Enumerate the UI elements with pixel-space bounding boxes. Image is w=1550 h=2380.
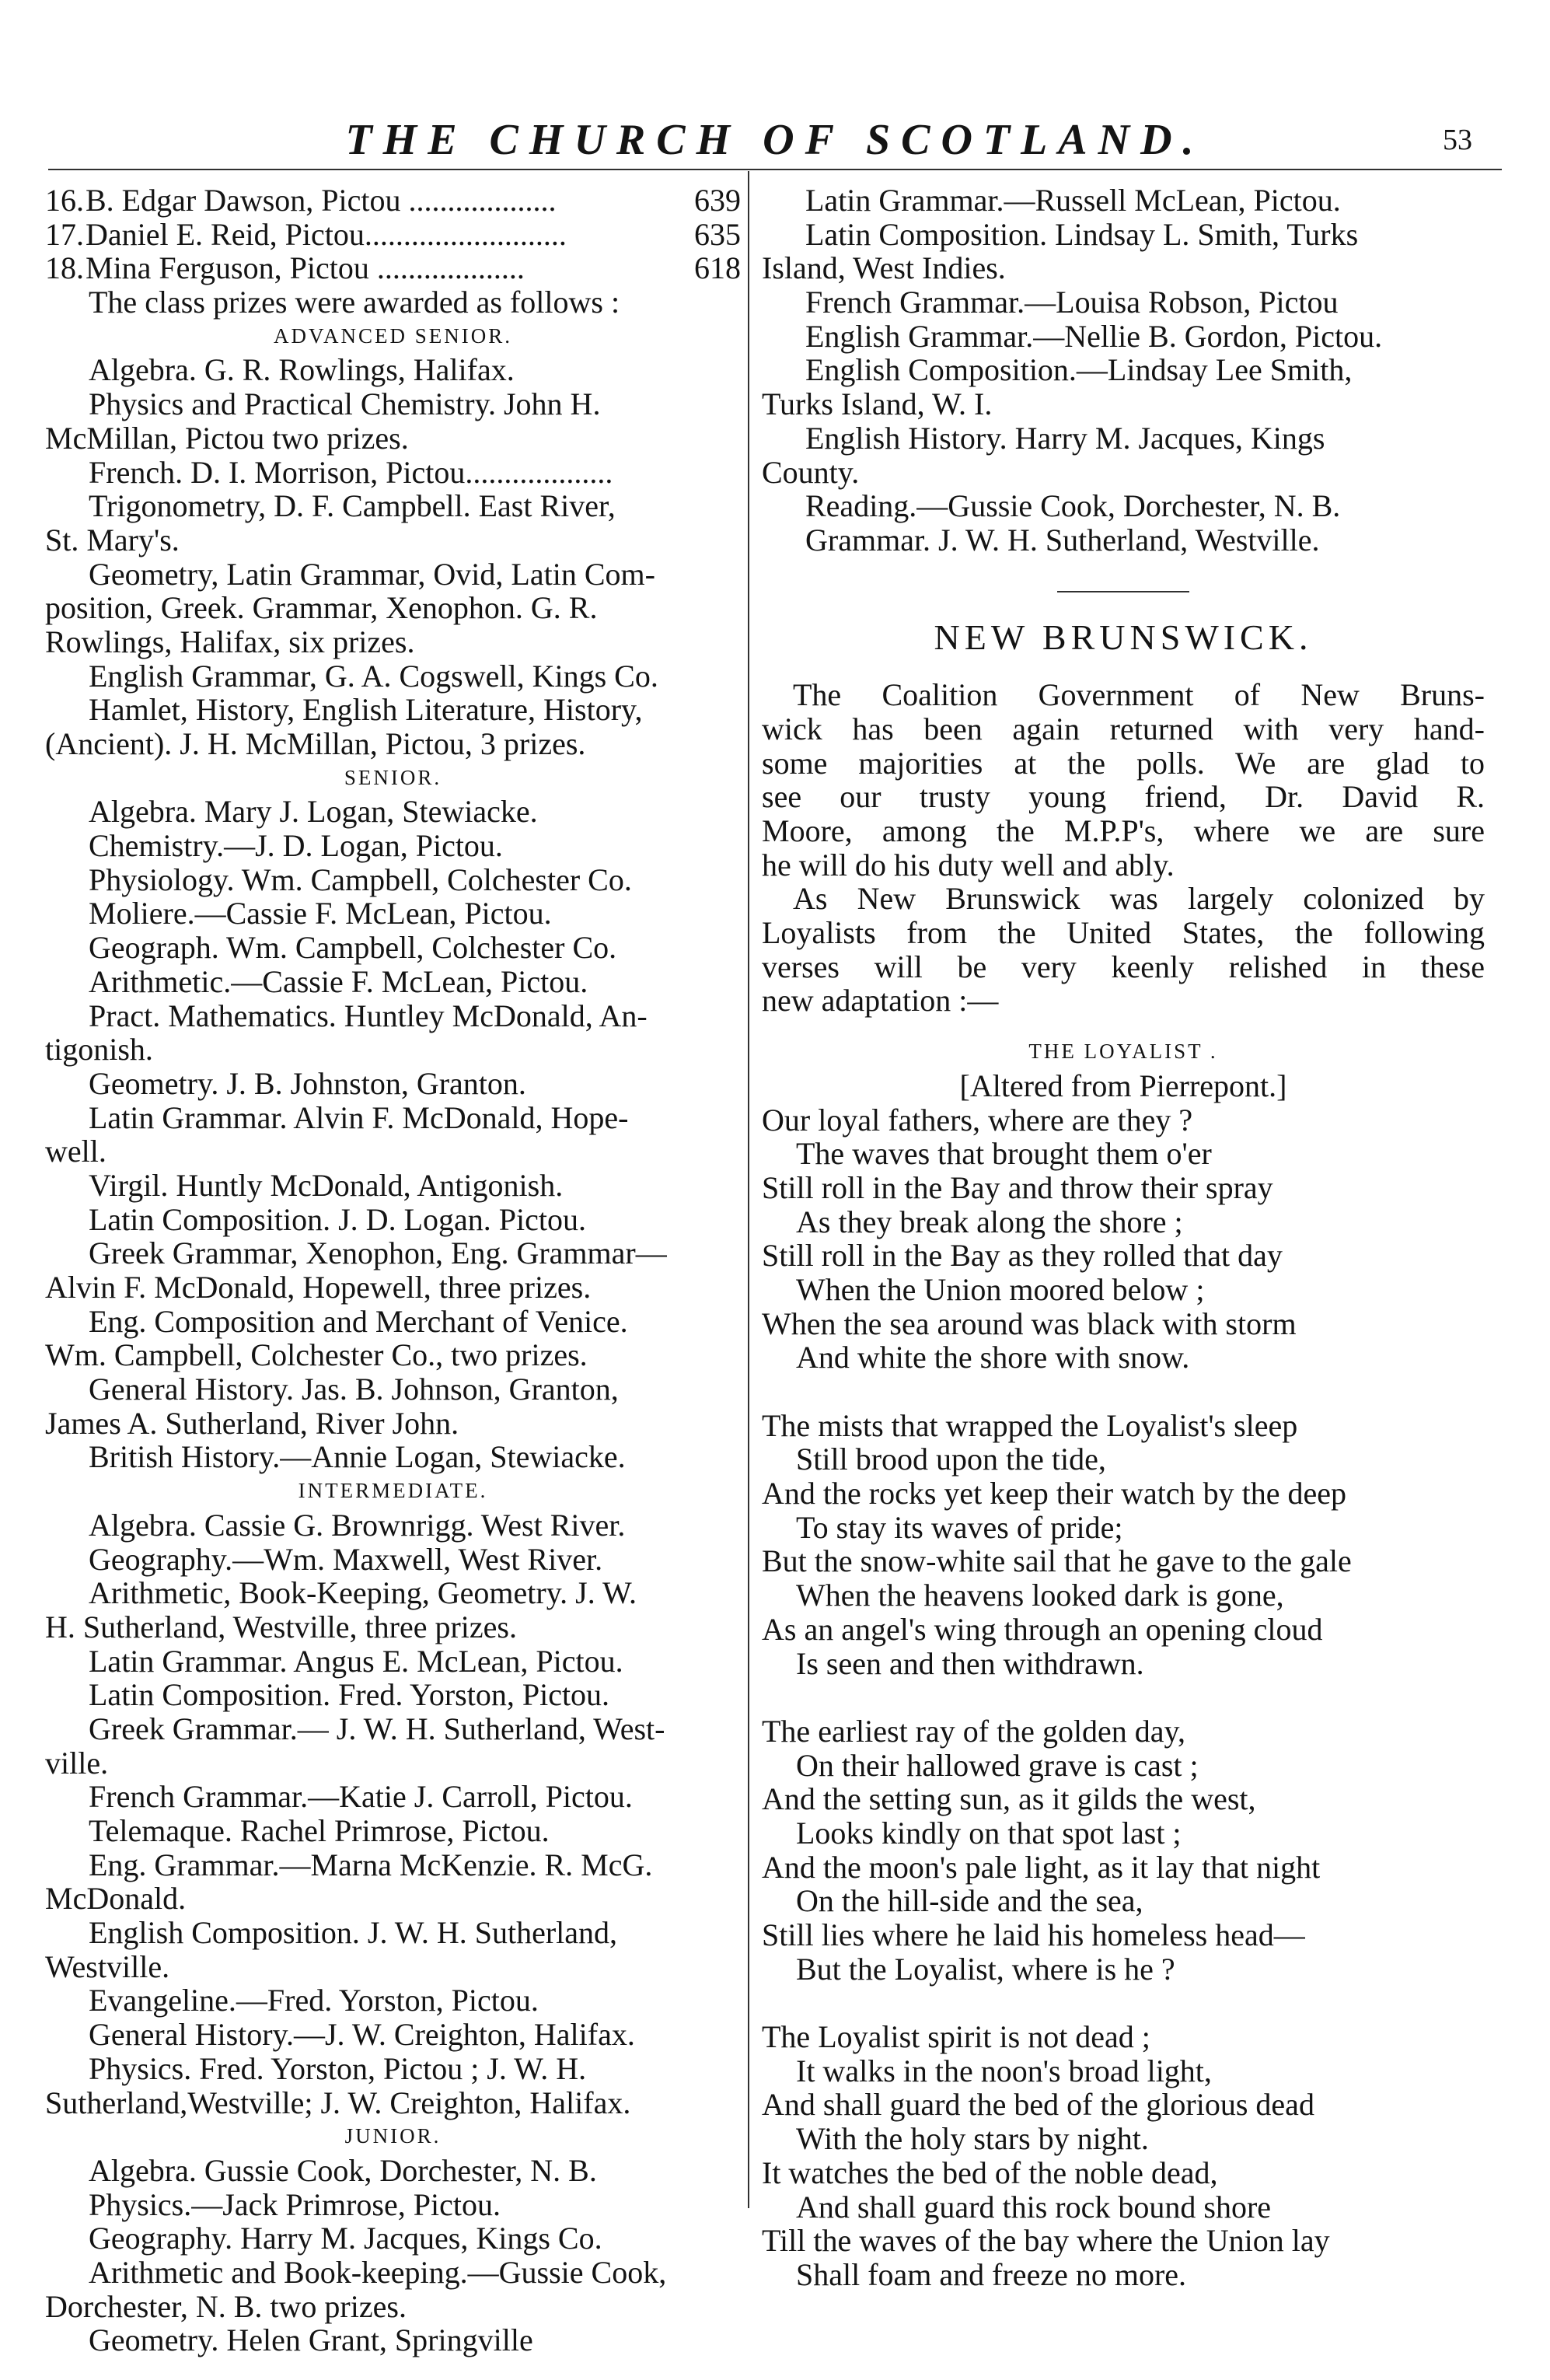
prize-line: (Ancient). J. H. McMillan, Pictou, 3 prizes. [45,726,586,761]
poem-line: Is seen and then withdrawn. [796,1645,1144,1681]
paragraph-coalition [762,678,1485,882]
prize-line: French. D. I. Morrison, Pictou................... [89,454,613,490]
header-rule [48,169,1502,170]
ranking-score: 618 [694,250,741,286]
prize-line: ville. [45,1745,109,1781]
ranking-score: 639 [694,183,741,218]
running-title: THE CHURCH OF SCOTLAND. [345,116,1205,164]
paragraph-line: see our trusty young friend, Dr. David R. [762,779,1485,815]
prize-line: General History. Jas. B. Johnson, Granton, [89,1372,619,1407]
ranking-row [45,251,741,285]
poem-line: Shall foam and freeze no more. [796,2256,1187,2292]
prize-line: Reading.—Gussie Cook, Dorchester, N. B. [805,488,1341,524]
poem-line: Looks kindly on that spot last ; [796,1815,1182,1851]
poem-line: The waves that brought them o'er [796,1136,1212,1172]
poem-line: And white the shore with snow. [796,1340,1190,1375]
ranking-number: 16. [45,183,84,218]
prize-line: Physics.—Jack Primrose, Pictou. [89,2186,501,2222]
prize-line: Moliere.—Cassie F. McLean, Pictou. [89,896,552,931]
right-column [762,183,1485,2292]
prize-line: Latin Grammar.—Russell McLean, Pictou. [805,183,1341,218]
prize-line: Geograph. Wm. Campbell, Colchester Co. [89,930,617,966]
poem-line: Still roll in the Bay as they rolled that day [762,1238,1283,1274]
advanced-senior-list [45,353,741,760]
rankings-list [45,183,741,285]
prize-line: Algebra. Mary J. Logan, Stewiacke. [89,794,538,830]
prize-line: Latin Composition. Fred. Yorston, Pictou. [89,1677,610,1713]
poem-line: And the moon's pale light, as it lay that night [762,1849,1321,1885]
advanced-senior-heading: ADVANCED SENIOR. [273,323,513,348]
poem-line: To stay its waves of pride; [796,1509,1123,1545]
ranking-name: Daniel E. Reid, Pictou.......................... [86,217,567,252]
prize-line: French Grammar.—Katie J. Carroll, Pictou. [89,1779,633,1815]
prizes-intro: The class prizes were awarded as follows : [89,285,620,320]
prize-line: Greek Grammar, Xenophon, Eng. Grammar— [89,1235,667,1271]
poem-stanza [762,2020,1485,2292]
page-header [0,109,1550,171]
prize-line: Eng. Grammar.—Marna McKenzie. R. McG. [89,1847,653,1882]
poem-stanza [762,1714,1485,1987]
prize-line: Arithmetic.—Cassie F. McLean, Pictou. [89,963,588,999]
paragraph-line: Loyalists from the United States, the following [762,915,1485,951]
poem-line: On their hallowed grave is cast ; [796,1747,1199,1783]
senior-list [45,795,741,1474]
paragraph-line: wick has been again returned with very hand- [762,711,1485,746]
prize-line: English Composition.—Lindsay Lee Smith, [805,352,1353,388]
prize-line: Geography. Harry M. Jacques, Kings Co. [89,2221,602,2256]
prize-line: English Composition. J. W. H. Sutherland, [89,1915,618,1951]
prize-line: Arithmetic and Book-keeping.—Gussie Cook, [89,2254,667,2290]
prize-line: St. Mary's. [45,522,180,557]
prize-line: General History.—J. W. Creighton, Halifax. [89,2017,635,2053]
section-title: NEW BRUNSWICK. [934,617,1313,658]
senior-heading: SENIOR. [344,765,442,789]
prize-line: Wm. Campbell, Colchester Co., two prizes. [45,1337,588,1373]
poem-stanza [762,1409,1485,1681]
poem-line: But the Loyalist, where is he ? [796,1951,1175,1987]
prize-line: McDonald. [45,1881,187,1917]
prize-line: Arithmetic, Book-Keeping, Geometry. J. W. [89,1575,637,1611]
paragraph-line: verses will be very keenly relished in these [762,949,1485,984]
prize-line: Latin Composition. J. D. Logan. Pictou. [89,1201,586,1237]
prize-line: Greek Grammar.— J. W. H. Sutherland, West- [89,1711,665,1746]
paragraph-line: Moore, among the M.P.P's, where we are sure [762,813,1485,848]
prize-line: Geography.—Wm. Maxwell, West River. [89,1541,603,1577]
prize-line: Physiology. Wm. Campbell, Colchester Co. [89,861,632,897]
poem-line: Still brood upon the tide, [796,1442,1106,1477]
junior-heading: JUNIOR. [344,2124,442,2148]
poem-line: But the snow-white sail that he gave to the gale [762,1543,1352,1579]
prize-line: Hamlet, History, English Literature, History, [89,692,643,728]
poem-line: On the hill-side and the sea, [796,1883,1143,1919]
intermediate-heading: INTERMEDIATE. [298,1479,488,1503]
prize-line: McMillan, Pictou two prizes. [45,420,409,456]
prize-line: Geometry, Latin Grammar, Ovid, Latin Com- [89,556,655,592]
poem-line: The mists that wrapped the Loyalist's sleep [762,1407,1298,1443]
poem-line: It walks in the noon's broad light, [796,2053,1212,2088]
prize-line: Island, West Indies. [762,250,1006,286]
paragraph-line: some majorities at the polls. We are glad to [762,745,1485,781]
prize-line: Turks Island, W. I. [762,386,993,422]
poem-line: As they break along the shore ; [796,1204,1183,1239]
poem-line: Still roll in the Bay and throw their spray [762,1169,1273,1205]
prize-line: English Grammar, G. A. Cogswell, Kings Co. [89,658,658,694]
intermediate-list [45,1508,741,2120]
paragraph-loyalists [762,882,1485,1018]
paragraph-line: he will do his duty well and ably. [762,847,1175,882]
prize-line: Alvin F. McDonald, Hopewell, three prizes. [45,1270,592,1305]
poem-line: And shall guard this rock bound shore [796,2189,1272,2224]
poem-stanza [762,1103,1485,1375]
ranking-score: 635 [694,216,741,252]
prize-line: English History. Harry M. Jacques, Kings [805,420,1325,456]
prize-line: Physics and Practical Chemistry. John H. [89,386,601,422]
poem-line: Our loyal fathers, where are they ? [762,1102,1193,1138]
prize-line: Algebra. Cassie G. Brownrigg. West River. [89,1507,626,1543]
prize-line: British History.—Annie Logan, Stewiacke. [89,1439,626,1475]
prize-line: position, Greek. Grammar, Xenophon. G. R. [45,590,598,626]
prize-line: Dorchester, N. B. two prizes. [45,2288,407,2324]
prize-line: Telemaque. Rachel Primrose, Pictou. [89,1813,550,1848]
poem-line: And shall guard the bed of the glorious dead [762,2087,1314,2123]
prize-line: French Grammar.—Louisa Robson, Pictou [805,285,1339,320]
poem-line: And the setting sun, as it gilds the west, [762,1781,1256,1817]
poem-line: Till the waves of the bay where the Union lay [762,2223,1330,2259]
poem-line: Still lies where he laid his homeless head— [762,1917,1305,1952]
prize-line: Pract. Mathematics. Huntley McDonald, An- [89,998,648,1033]
prize-line: Geometry. Helen Grant, Springville [89,2322,533,2358]
ranking-row [45,183,741,218]
paragraph-line: As New Brunswick was largely colonized by [793,881,1485,917]
prize-line: English Grammar.—Nellie B. Gordon, Pictou. [805,318,1383,354]
prize-line: Trigonometry, D. F. Campbell. East River, [89,488,616,524]
paragraph-line: The Coalition Government of New Bruns- [793,677,1485,713]
poem-line: When the Union moored below ; [796,1271,1205,1307]
prize-line: Physics. Fred. Yorston, Pictou ; J. W. H. [89,2050,587,2086]
poem-line: When the heavens looked dark is gone, [796,1578,1284,1613]
prize-line: Evangeline.—Fred. Yorston, Pictou. [89,1983,539,2018]
ranking-row [45,218,741,252]
prize-line: County. [762,454,860,490]
poem-title: THE LOYALIST . [1028,1040,1218,1064]
ranking-name: Mina Ferguson, Pictou ................... [86,251,525,286]
poem [762,1103,1485,2292]
prize-line: Latin Grammar. Alvin F. McDonald, Hope- [89,1099,629,1135]
prize-line: Rowlings, Halifax, six prizes. [45,624,415,659]
prize-line: Algebra. G. R. Rowlings, Halifax. [89,352,515,388]
prize-line: Sutherland,Westville; J. W. Creighton, Halifax. [45,2085,631,2120]
ranking-number: 18. [45,250,84,286]
left-column [45,183,741,2357]
poem-line: It watches the bed of the noble dead, [762,2155,1218,2190]
ranking-number: 17. [45,216,84,252]
poem-subtitle: [Altered from Pierrepont.] [959,1068,1287,1103]
prize-line: Geometry. J. B. Johnston, Granton. [89,1065,526,1101]
prize-line: well. [45,1134,106,1169]
prize-line: Latin Grammar. Angus E. McLean, Pictou. [89,1643,623,1679]
prize-line: Westville. [45,1948,170,1984]
prize-line: tigonish. [45,1032,153,1068]
prize-line: Virgil. Huntly McDonald, Antigonish. [89,1167,564,1203]
prize-line: H. Sutherland, Westville, three prizes. [45,1609,517,1644]
poem-line: With the holy stars by night. [796,2121,1149,2157]
paragraph-line: new adaptation :— [762,983,999,1019]
prize-line: Grammar. J. W. H. Sutherland, Westville. [805,522,1320,557]
junior-list [45,2154,741,2357]
prize-line: James A. Sutherland, River John. [45,1405,459,1441]
page-number: 53 [1443,124,1472,156]
prize-line: Latin Composition. Lindsay L. Smith, Turks [805,216,1359,252]
prize-line: Eng. Composition and Merchant of Venice. [89,1303,628,1339]
poem-line: When the sea around was black with storm [762,1305,1297,1341]
poem-line: And the rocks yet keep their watch by the deep [762,1476,1346,1512]
poem-line: As an angel's wing through an opening cloud [762,1611,1323,1647]
poem-line: The earliest ray of the golden day, [762,1713,1185,1749]
prize-line: Algebra. Gussie Cook, Dorchester, N. B. [89,2152,597,2188]
column-divider [748,171,749,2208]
prize-line: Chemistry.—J. D. Logan, Pictou. [89,828,503,864]
poem-line: The Loyalist spirit is not dead ; [762,2019,1150,2055]
ranking-name: B. Edgar Dawson, Pictou ................... [86,183,557,218]
prizes-continued-list [762,183,1485,557]
